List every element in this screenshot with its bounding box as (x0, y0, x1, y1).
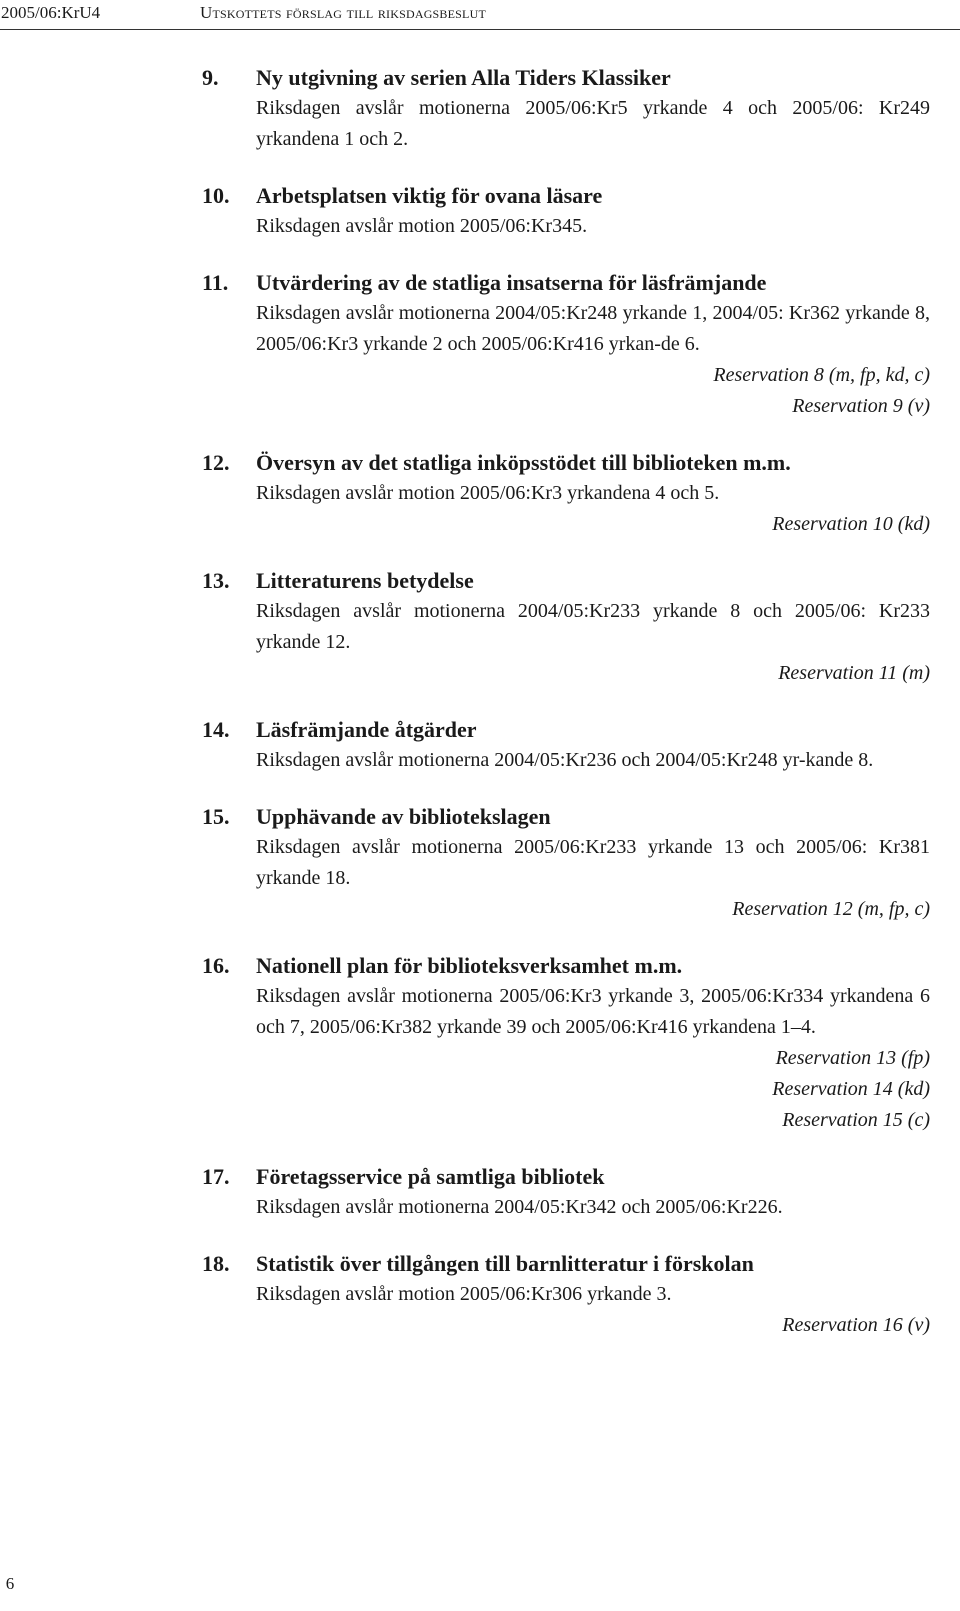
item-number: 12. (202, 450, 230, 475)
proposal-item (0, 267, 960, 422)
reservation-label: Reservation 13 (fp) (775, 1047, 930, 1069)
item-decision-text: Riksdagen avslår motionerna 2005/06:Kr3 yrkande 3, 2005/06:Kr334 yrkandena 6 och 7, 2005/06:Kr382 yrkande 39 och 2005/06:Kr416 yrkandena 1–4. (256, 985, 930, 1038)
page-header (0, 0, 960, 30)
proposal-item (0, 1161, 960, 1223)
proposal-item (0, 447, 960, 540)
proposal-item (0, 950, 960, 1136)
reservation-label: Reservation 11 (m) (778, 662, 930, 684)
document-type: Utskottets förslag till riksdagsbeslut (200, 3, 486, 22)
proposal-item (0, 180, 960, 242)
proposal-item (0, 62, 960, 155)
item-number: 13. (202, 568, 230, 593)
item-number: 15. (202, 804, 230, 829)
reservation-label: Reservation 10 (kd) (772, 513, 930, 535)
reservation-label: Reservation 9 (v) (792, 395, 930, 417)
item-title: Statistik över tillgången till barnlitteratur i förskolan (256, 1251, 754, 1276)
item-number: 11. (202, 270, 229, 295)
item-title: Nationell plan för biblioteksverksamhet m.m. (256, 953, 683, 978)
item-title: Ny utgivning av serien Alla Tiders Klassiker (256, 65, 671, 90)
item-decision-text: Riksdagen avslår motionerna 2004/05:Kr342 och 2005/06:Kr226. (256, 1196, 783, 1218)
item-title: Läsfrämjande åtgärder (256, 717, 477, 742)
item-title: Litteraturens betydelse (256, 568, 474, 593)
page-number: 6 (5, 1574, 15, 1593)
item-title: Upphävande av bibliotekslagen (256, 804, 551, 829)
proposal-list (0, 62, 960, 1366)
item-number: 17. (202, 1164, 230, 1189)
reservation-label: Reservation 8 (m, fp, kd, c) (713, 364, 930, 386)
item-decision-text: Riksdagen avslår motion 2005/06:Kr345. (256, 215, 588, 237)
proposal-item (0, 714, 960, 776)
item-title: Företagsservice på samtliga bibliotek (256, 1164, 605, 1189)
item-number: 18. (202, 1251, 230, 1276)
item-decision-text: Riksdagen avslår motionerna 2004/05:Kr248 yrkande 1, 2004/05: Kr362 yrkande 8, 2005/06:Kr3 yrkande 2 och 2005/06:Kr416 yrkan-de 6. (256, 302, 930, 355)
item-decision-text: Riksdagen avslår motionerna 2004/05:Kr233 yrkande 8 och 2005/06: Kr233 yrkande 12. (256, 600, 930, 653)
proposal-item (0, 565, 960, 689)
item-decision-text: Riksdagen avslår motionerna 2005/06:Kr233 yrkande 13 och 2005/06: Kr381 yrkande 18. (256, 836, 930, 889)
item-decision-text: Riksdagen avslår motion 2005/06:Kr3 yrkandena 4 och 5. (256, 482, 720, 504)
item-decision-text: Riksdagen avslår motionerna 2004/05:Kr236 och 2004/05:Kr248 yr-kande 8. (256, 749, 874, 771)
reservation-label: Reservation 16 (v) (782, 1314, 930, 1336)
document-id: 2005/06:KrU4 (1, 3, 101, 22)
proposal-item (0, 1248, 960, 1341)
reservation-label: Reservation 15 (c) (782, 1109, 930, 1131)
item-number: 9. (202, 65, 219, 90)
item-title: Arbetsplatsen viktig för ovana läsare (256, 183, 603, 208)
reservation-label: Reservation 12 (m, fp, c) (732, 898, 930, 920)
proposal-item (0, 801, 960, 925)
item-title: Översyn av det statliga inköpsstödet till biblioteken m.m. (256, 450, 791, 475)
item-decision-text: Riksdagen avslår motion 2005/06:Kr306 yrkande 3. (256, 1283, 672, 1305)
item-number: 14. (202, 717, 230, 742)
reservation-label: Reservation 14 (kd) (772, 1078, 930, 1100)
item-title: Utvärdering av de statliga insatserna för läsfrämjande (256, 270, 767, 295)
item-number: 16. (202, 953, 230, 978)
item-decision-text: Riksdagen avslår motionerna 2005/06:Kr5 yrkande 4 och 2005/06: Kr249 yrkandena 1 och 2. (256, 97, 930, 150)
item-number: 10. (202, 183, 230, 208)
